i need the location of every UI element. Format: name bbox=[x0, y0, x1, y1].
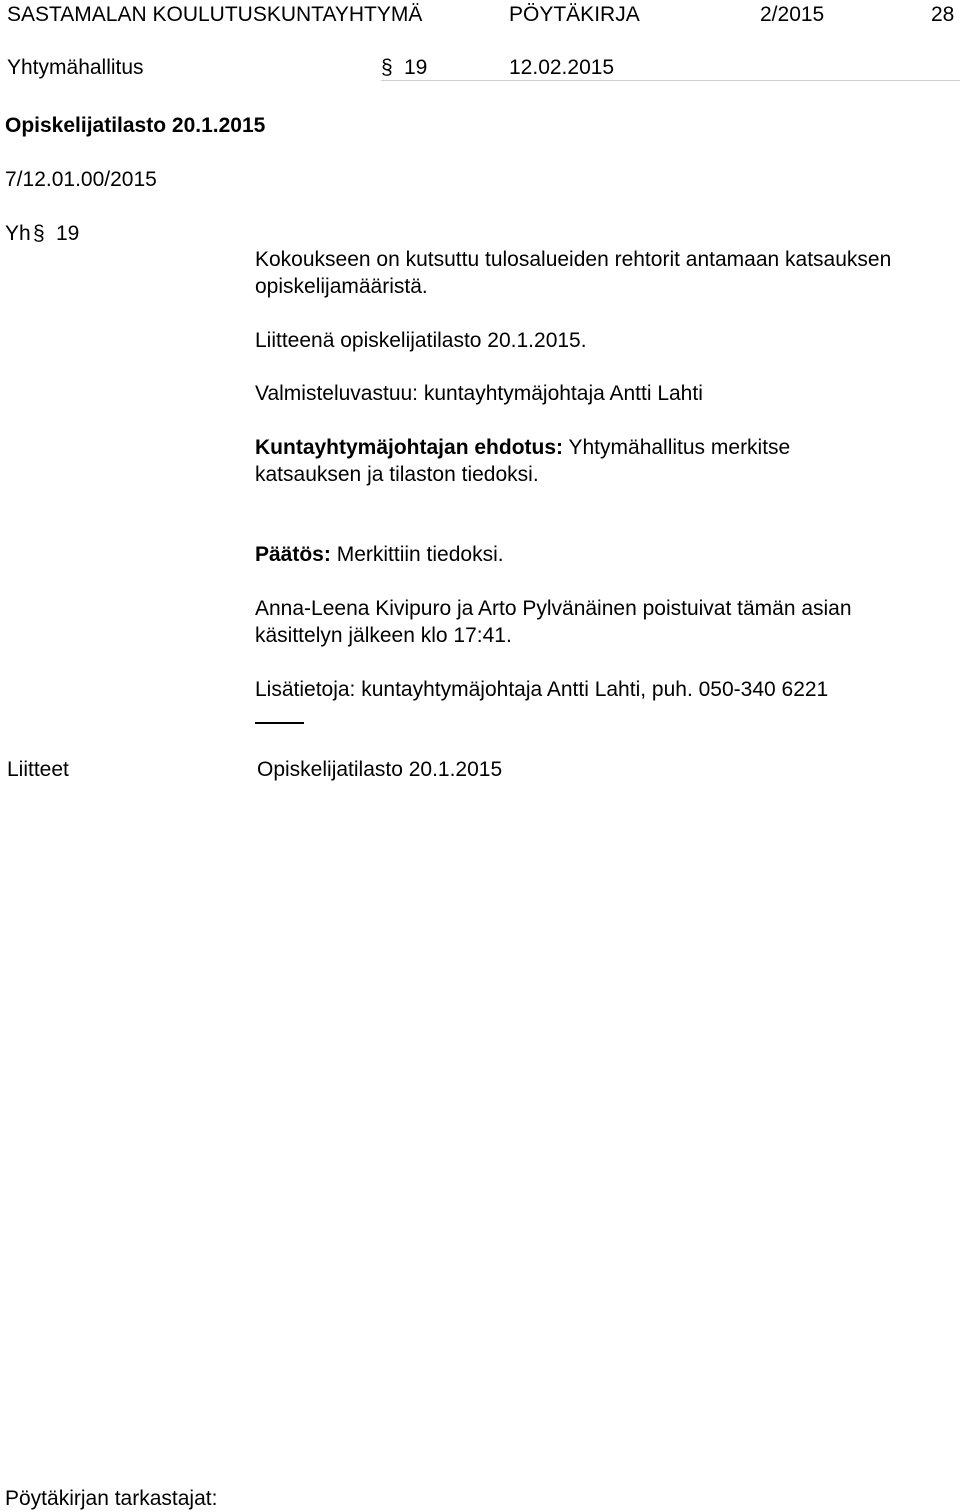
item-reference: 7/12.01.00/2015 bbox=[5, 168, 157, 191]
previous-handling-label: Yh bbox=[5, 222, 31, 245]
reviewers-label: Pöytäkirjan tarkastajat: bbox=[5, 1487, 218, 1510]
section-symbol: § bbox=[381, 56, 393, 79]
previous-section-symbol: § bbox=[33, 222, 45, 245]
end-rule bbox=[255, 722, 304, 724]
decision-text: Merkittiin tiedoksi. bbox=[336, 543, 504, 566]
paragraph-preparation: Valmisteluvastuu: kuntayhtymäjohtaja Antti Lahti bbox=[255, 382, 703, 405]
more-info: Lisätietoja: kuntayhtymäjohtaja Antti Lahti, puh. 050-340 6221 bbox=[255, 678, 829, 701]
recusal-line-1: Anna-Leena Kivipuro ja Arto Pylvänäinen poistuivat tämän asian bbox=[255, 597, 852, 620]
previous-section-number: 19 bbox=[56, 222, 80, 245]
section-number: 19 bbox=[404, 56, 428, 79]
paragraph-1-line-1: Kokoukseen on kutsuttu tulosalueiden rehtorit antamaan katsauksen bbox=[255, 248, 892, 271]
item-title: Opiskelijatilasto 20.1.2015 bbox=[5, 114, 266, 137]
document-type: PÖYTÄKIRJA bbox=[509, 3, 640, 26]
decision-line bbox=[255, 544, 504, 565]
header-divider bbox=[381, 80, 960, 81]
decision-label: Päätös: bbox=[255, 543, 331, 566]
document-number: 2/2015 bbox=[760, 3, 825, 26]
proposal-text: Yhtymähallitus merkitse bbox=[568, 436, 791, 459]
meeting-date: 12.02.2015 bbox=[509, 56, 615, 79]
proposal-line-2: katsauksen ja tilaston tiedoksi. bbox=[255, 463, 539, 486]
paragraph-1-line-2: opiskelijamääristä. bbox=[255, 275, 428, 298]
proposal-label: Kuntayhtymäjohtajan ehdotus: bbox=[255, 436, 564, 459]
attachments-value: Opiskelijatilasto 20.1.2015 bbox=[257, 758, 503, 781]
attachments-label: Liitteet bbox=[7, 758, 69, 781]
paragraph-attachment-note: Liitteenä opiskelijatilasto 20.1.2015. bbox=[255, 329, 587, 352]
organization-name: SASTAMALAN KOULUTUSKUNTAYHTYMÄ bbox=[7, 3, 423, 26]
governing-body: Yhtymähallitus bbox=[7, 56, 144, 79]
proposal-line-1 bbox=[255, 437, 790, 458]
recusal-line-2: käsittelyn jälkeen klo 17:41. bbox=[255, 624, 512, 647]
page-number: 28 bbox=[931, 3, 955, 26]
